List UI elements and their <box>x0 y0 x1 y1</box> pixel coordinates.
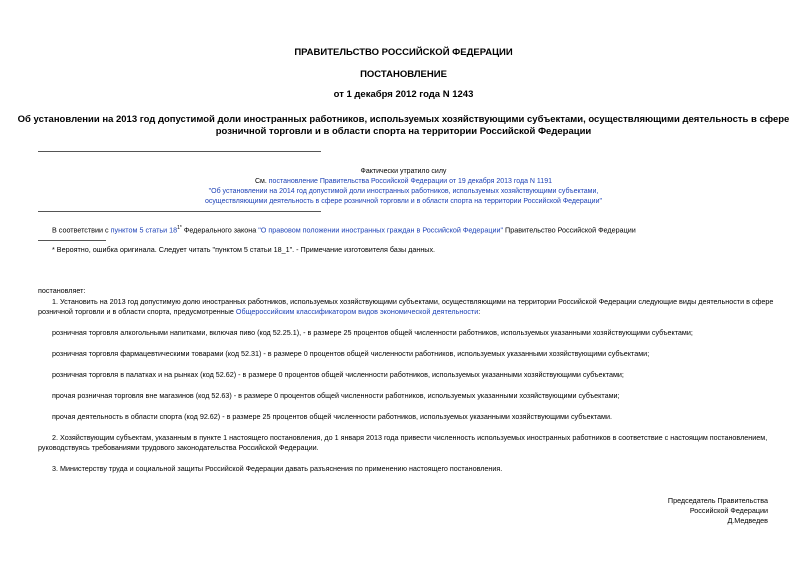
law-article-link[interactable]: пунктом 5 статьи 18 <box>110 225 178 235</box>
item3: 3. Министерству труда и социальной защиты Российской Федерации давать разъяснения по применению настоящего постановления. <box>52 464 503 473</box>
footnote: * Вероятно, ошибка оригинала. Следует читать "пунктом 5 статьи 18_1". - Примечание изготовителя базы данных. <box>52 245 436 254</box>
see-prefix: См. <box>255 178 269 185</box>
signature-block <box>668 496 768 526</box>
item2-line2: руководствуясь требованиями трудового законодательства Российской Федерации. <box>38 443 319 452</box>
preamble-prefix: В соответствии с <box>52 225 111 235</box>
signature-position-line1: Председатель Правительства <box>667 496 768 505</box>
item1-prefix: розничной торговли и в области спорта, предусмотренные <box>38 307 236 316</box>
activity-item: розничная торговля фармацевтическими товарами (код 52.31) - в размере 0 процентов общей численности работников, используемых указанными хозяйствующими субъектами; <box>52 349 650 358</box>
signature-name: Д.Медведев <box>727 516 768 525</box>
preamble <box>52 223 636 235</box>
resolves-word: постановляет: <box>38 286 86 295</box>
okved-classifier-link[interactable]: Общероссийским классификатором видов экономической деятельности <box>235 307 479 316</box>
item1-line1: 1. Установить на 2013 год допустимую долю иностранных работников, используемых хозяйствующими субъектами, осуществляющими на территории Российской Федерации следующие виды деятельности в сфере <box>52 297 774 306</box>
preamble-mid: Федерального закона <box>181 225 259 235</box>
federal-law-link[interactable]: "О правовом положении иностранных граждан в Российской Федерации" <box>258 225 504 235</box>
superseding-decree-title-line1[interactable]: "Об установлении на 2014 год допустимой доли иностранных работников, используемых хозяйствующими субъектами, <box>208 188 599 195</box>
superseding-decree-link[interactable]: постановление Правительства Российской Федерации от 19 декабря 2013 года N 1191 <box>268 178 552 185</box>
activity-item: розничная торговля алкогольными напитками, включая пиво (код 52.25.1), - в размере 25 процентов общей численности работников, используемых указанными хозяйствующими субъектами; <box>52 328 693 337</box>
item1-line2 <box>38 307 480 317</box>
footnote-mark: 1* <box>177 225 182 231</box>
item1-suffix: : <box>478 307 481 316</box>
activity-item: прочая деятельность в области спорта (код 92.62) - в размере 25 процентов общей численности работников, используемых указанными хозяйствующими субъектами. <box>52 412 612 421</box>
status-note-line: Фактически утратило силу <box>360 168 447 175</box>
superseding-decree-title-line2[interactable]: осуществляющими деятельность в сфере розничной торговли и в области спорта на территории Российской Федерации" <box>205 198 602 205</box>
activity-item: розничная торговля в палатках и на рынках (код 52.62) - в размере 0 процентов общей численности работников, используемых указанными хозяйствующими субъектами; <box>52 370 624 379</box>
separator-bottom <box>38 211 321 212</box>
status-note-see <box>0 177 807 187</box>
preamble-suffix: Правительство Российской Федерации <box>503 225 636 235</box>
document-title-line1: Об установлении на 2013 год допустимой доли иностранных работников, используемых хозяйствующими субъектами, осуществляющими деятельность в сфере <box>17 114 790 125</box>
signature-position-line2: Российской Федерации <box>689 506 768 515</box>
document-title-line2: розничной торговли и в области спорта на территории Российской Федерации <box>215 126 592 137</box>
separator-top <box>38 151 321 152</box>
document-type: ПОСТАНОВЛЕНИЕ <box>360 69 447 80</box>
footnote-separator <box>38 240 106 241</box>
activity-item: прочая розничная торговля вне магазинов (код 52.63) - в размере 0 процентов общей численности работников, используемых указанными хозяйствующими субъектами; <box>52 391 620 400</box>
document-date-number: от 1 декабря 2012 года N 1243 <box>333 89 474 100</box>
item2-line1: 2. Хозяйствующим субъектам, указанным в пункте 1 настоящего постановления, до 1 января 2013 года привести численность используемых иностранных работников в соответствие с настоящим постановлением, <box>52 433 768 442</box>
government-name: ПРАВИТЕЛЬСТВО РОССИЙСКОЙ ФЕДЕРАЦИИ <box>294 47 513 58</box>
